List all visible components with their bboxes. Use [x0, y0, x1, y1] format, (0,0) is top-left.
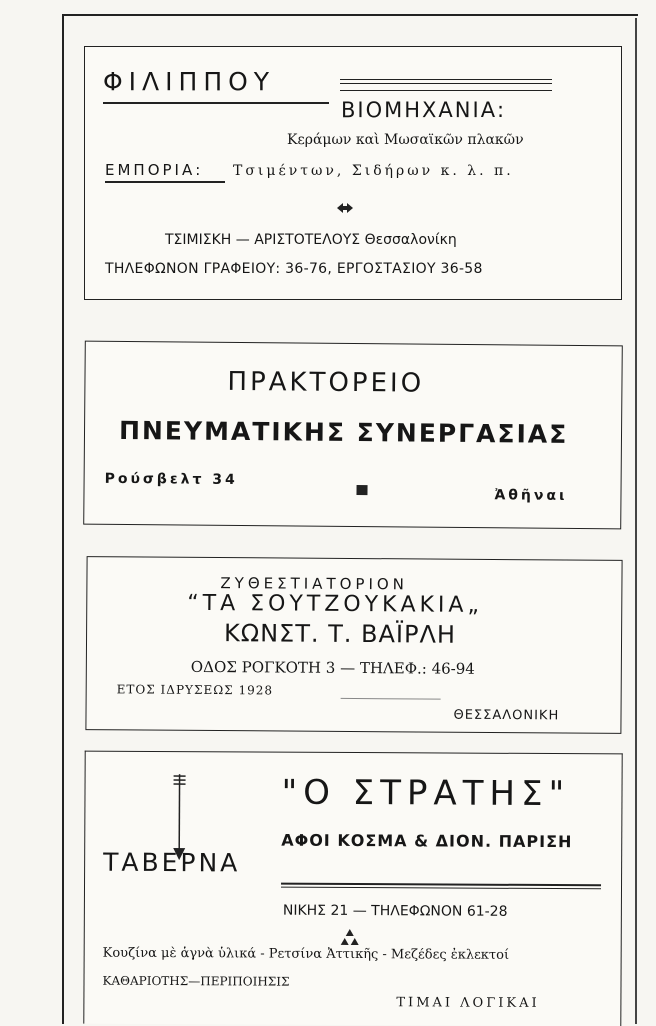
ad1-trade-underline	[105, 181, 225, 183]
ad-o-stratis	[83, 751, 622, 1026]
ad1-industry: ΒΙΟΜΗΧΑΝΙΑ:	[341, 98, 506, 122]
page-top-rule	[62, 14, 638, 16]
ad2-title: ΠΡΑΚΤΟΡΕΙΟ	[227, 367, 424, 399]
ad4-service: ΚΑΘΑΡΙΟΤΗΣ—ΠΕΡΙΠΟΙΗΣΙΣ	[102, 974, 289, 989]
ad-praktoreio	[83, 341, 623, 530]
ad1-trade-label: ΕΜΠΟΡΙΑ:	[105, 161, 203, 179]
ad3-name: “ΤΑ ΣΟΥΤΖΟΥΚΑΚΙΑ„	[187, 591, 483, 618]
ad4-rule-bottom	[281, 887, 601, 890]
page-right-rule	[635, 18, 637, 1024]
ad3-founded: ΕΤΟΣ ΙΔΡΥΣΕΩΣ 1928	[117, 682, 273, 697]
ad2-city: Ἀθῆναι	[494, 487, 567, 504]
ad4-offerings: Κουζίνα μὲ ἁγνὰ ὑλικά - Ρετσίνα Ἀττικῆς - Μεζέδες ἐκλεκτοί	[103, 946, 509, 963]
ad2-address: Ρούσβελτ 34	[105, 471, 238, 488]
ad4-address: ΝΙΚΗΣ 21 — ΤΗΛΕΦΩΝΟΝ 61-28	[283, 903, 508, 920]
ad3-type: ΖΥΘΕΣΤΙΑΤΟΡΙΟΝ	[220, 574, 408, 593]
ad3-city: ΘΕΣΣΑΛΟΝΙΚΗ	[453, 708, 559, 724]
ad4-owners: ΑΦΟΙ ΚΟΣΜΑ & ΔΙΟΝ. ΠΑΡΙΣΗ	[281, 831, 572, 852]
ad4-rule-top	[281, 883, 601, 886]
ad1-industry-detail: Κεράμων καὶ Μωσαϊκῶν πλακῶν	[287, 132, 524, 148]
ad1-phones: ΤΗΛΕΦΩΝΟΝ ΓΡΑΦΕΙΟΥ: 36-76, ΕΡΓΟΣΤΑΣΙΟΥ 36-58	[105, 261, 483, 277]
ad1-name: ΦΙΛΙΠΠΟΥ	[103, 67, 275, 96]
ad-soutzoukakia	[85, 556, 622, 734]
ad4-prices: ΤΙΜΑΙ ΛΟΓΙΚΑΙ	[396, 995, 539, 1011]
ad2-subtitle: ΠΝΕΥΜΑΤΙΚΗΣ ΣΥΝΕΡΓΑΣΙΑΣ	[119, 416, 569, 449]
ad4-name: "Ο ΣΤΡΑΤΗΣ"	[281, 773, 570, 815]
ad3-owner: ΚΩΝΣΤ. Τ. ΒΑΪΡΛΗ	[224, 619, 456, 649]
ad4-kind: ΤΑΒΕΡΝΑ	[103, 848, 240, 878]
page-left-rule	[62, 14, 64, 1024]
ad1-trade-detail: Τσιμέντων, Σιδήρων κ. λ. π.	[233, 163, 514, 179]
ad3-address: ΟΔΟΣ ΡΟΓΚΟΤΗ 3 — ΤΗΛΕΦ.: 46-94	[191, 658, 475, 678]
ad3-rule	[341, 698, 441, 700]
ad1-name-underline	[103, 102, 329, 104]
triangle-dots-icon	[340, 928, 360, 948]
ad1-address: ΤΣΙΜΙΣΚΗ — ΑΡΙΣΤΟΤΕΛΟΥΣ Θεσσαλονίκη	[165, 232, 457, 248]
square-bullet-icon	[356, 485, 367, 495]
ad1-inner-rule	[340, 83, 552, 84]
ad1-double-rule	[340, 79, 552, 91]
diamond-arrows-icon	[337, 202, 353, 214]
ad-filippou	[84, 46, 622, 300]
